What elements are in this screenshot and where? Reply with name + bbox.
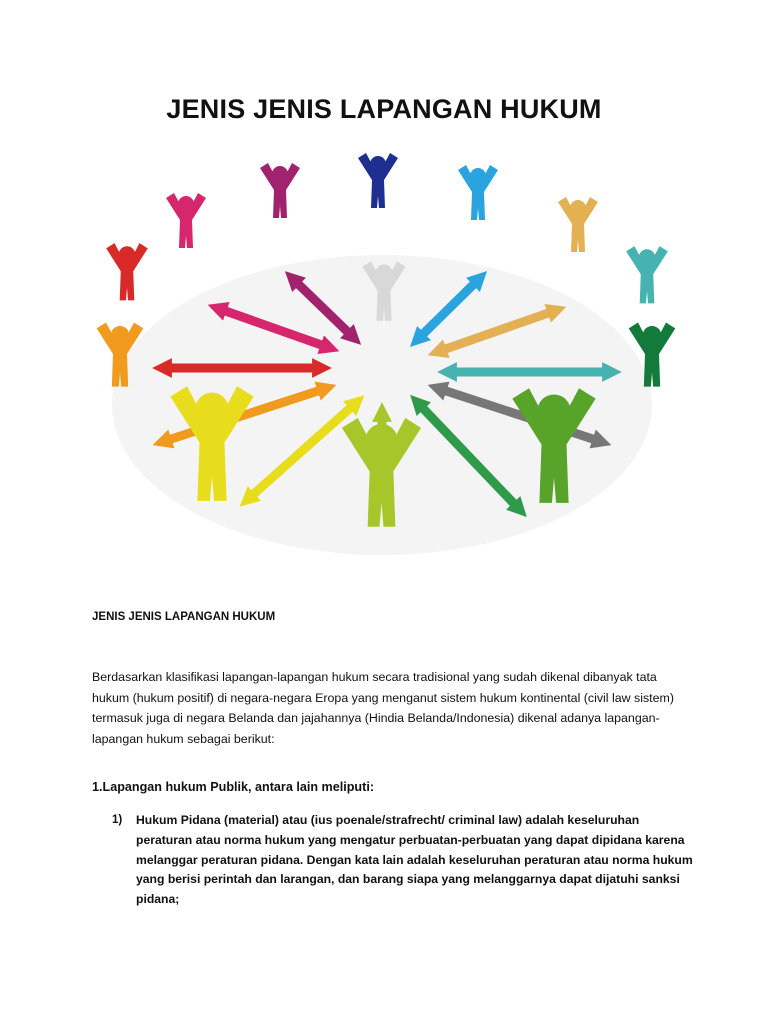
figure-teal	[626, 246, 668, 303]
figure-navy	[358, 153, 398, 208]
page-title: JENIS JENIS LAPANGAN HUKUM	[166, 94, 602, 124]
figure-red	[106, 243, 148, 300]
figure-magenta	[166, 193, 206, 248]
figure-purple	[260, 163, 300, 218]
list-item-text: Hukum Pidana (material) atau (ius poenale/strafrecht/ criminal law) adalah keseluruhan peraturan atau norma hukum yang mengatur perbuatan-perbuatan yang dapat dipidana karena melanggar peraturan pidana. Dengan kata lain adalah keseluruhan peraturan atau norma hukum yang berisi perintah dan larangan, dan barang siapa yang melanggarnya dapat dijatuhi sanksi pidana;	[136, 813, 693, 907]
network-of-people-icon	[92, 150, 682, 600]
list-item-number: 1)	[112, 814, 123, 826]
section-heading: 1.Lapangan hukum Publik, antara lain meliputi:	[92, 780, 375, 794]
intro-paragraph: Berdasarkan klasifikasi lapangan-lapangan hukum secara tradisional yang sudah dikenal dibanyak tata hukum (hukum positif) di negara-negara Eropa yang menganut sistem hukum kontinental (civil law sistem) termasuk juga di negara Belanda dan jajahannya (Hindia Belanda/Indonesia) dikenal adanya lapangan-lapangan hukum sebagai berikut:	[92, 670, 674, 746]
figure-blue	[458, 165, 498, 220]
document-subtitle: JENIS JENIS LAPANGAN HUKUM	[92, 611, 276, 623]
figure-tan	[558, 197, 598, 252]
